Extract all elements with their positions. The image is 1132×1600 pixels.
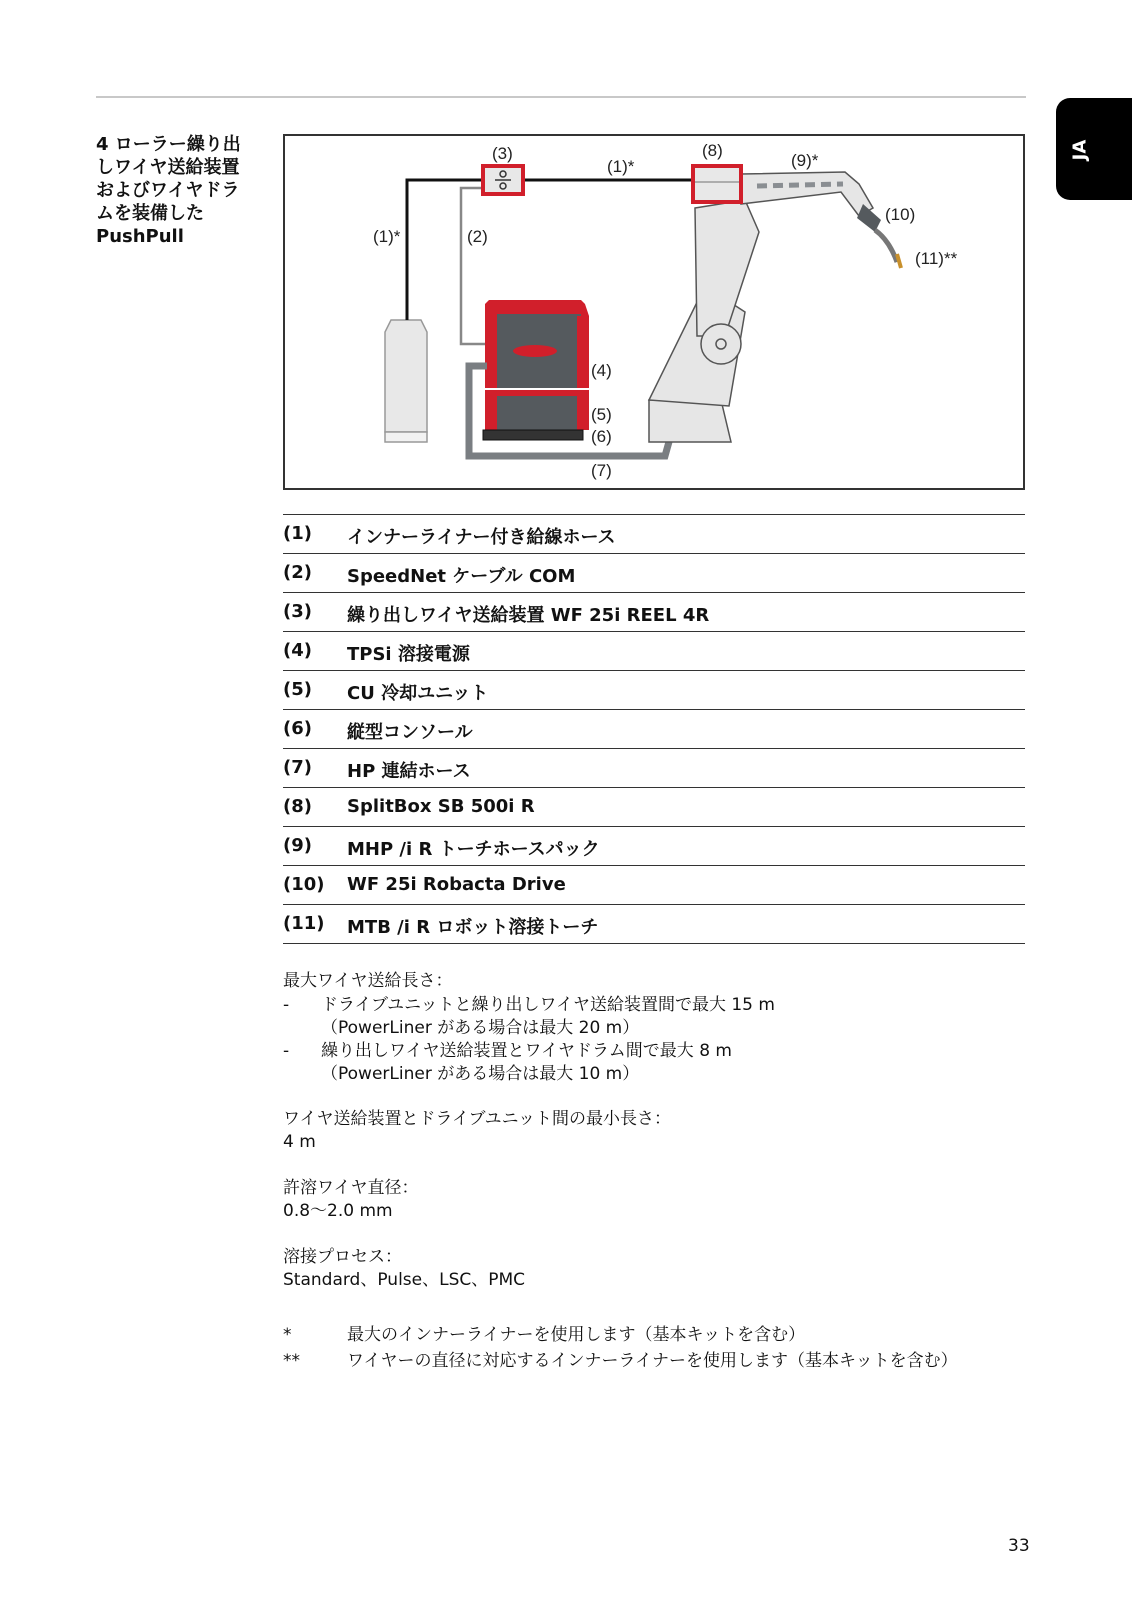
legend-text: TPSi 溶接電源: [347, 644, 470, 665]
diameter-heading: 許溶ワイヤ直径：: [283, 1178, 419, 1198]
legend-text: 繰り出しワイヤ送給装置 WF 25i REEL 4R: [347, 605, 710, 626]
language-tab-label: JA: [1069, 139, 1091, 161]
splitbox: [693, 166, 741, 202]
label-1-top: (1)*: [607, 157, 635, 176]
legend-row: [283, 827, 1025, 866]
legend-row: [283, 749, 1025, 788]
bullet-dash: -: [283, 1041, 290, 1061]
legend-number: (2): [283, 562, 312, 583]
label-2: (2): [467, 227, 488, 246]
legend-row: [283, 593, 1025, 632]
legend-number: (11): [283, 913, 325, 934]
min-length-heading: ワイヤ送給装置とドライブユニット間の最小長さ：: [283, 1109, 671, 1129]
unreeling-wirefeeder: [483, 166, 523, 194]
legend-text: SplitBox SB 500i R: [347, 796, 535, 817]
top-rule: [96, 96, 1026, 98]
legend-text: MHP /i R トーチホースパック: [347, 839, 600, 860]
max-length-heading: 最大ワイヤ送給長さ：: [283, 971, 453, 991]
system-diagram-svg: [285, 136, 1023, 488]
label-4: (4): [591, 361, 612, 380]
legend-number: (4): [283, 640, 312, 661]
bullet-text: ドライブユニットと繰り出しワイヤ送給装置間で最大 15 m （PowerLiner がある場合は最大 20 m）: [321, 995, 775, 1038]
process-heading: 溶接プロセス：: [283, 1247, 402, 1267]
legend-row: [283, 710, 1025, 749]
power-source: [485, 300, 589, 388]
legend-number: (1): [283, 523, 312, 544]
legend-row: [283, 788, 1025, 827]
legend-table: [283, 514, 1025, 944]
legend-text: MTB /i R ロボット溶接トーチ: [347, 917, 599, 938]
legend-row: [283, 866, 1025, 905]
legend-number: (3): [283, 601, 312, 622]
language-tab: [1056, 98, 1132, 200]
legend-number: (10): [283, 874, 325, 895]
label-10: (10): [885, 205, 916, 224]
min-length-value: 4 m: [283, 1132, 316, 1152]
label-7: (7): [591, 461, 612, 480]
legend-number: (6): [283, 718, 312, 739]
robot: [649, 172, 873, 442]
label-5: (5): [591, 405, 612, 424]
page-number: 33: [1008, 1536, 1030, 1556]
legend-number: (5): [283, 679, 312, 700]
label-11: (11)**: [915, 249, 958, 268]
footnote-text: 最大のインナーライナーを使用します（基本キットを含む）: [347, 1325, 806, 1345]
legend-text: CU 冷却ユニット: [347, 683, 489, 704]
wirefeed-hose-left: [407, 180, 483, 320]
label-8: (8): [702, 141, 723, 160]
legend-row: [283, 671, 1025, 710]
label-6: (6): [591, 427, 612, 446]
legend-number: (8): [283, 796, 312, 817]
bullet-dash: -: [283, 995, 290, 1015]
label-1-left: (1)*: [373, 227, 401, 246]
process-value: Standard、Pulse、LSC、PMC: [283, 1270, 526, 1290]
legend-text: SpeedNet ケーブル COM: [347, 566, 576, 587]
system-diagram: [283, 134, 1025, 490]
trolley: [483, 430, 583, 440]
legend-text: インナーライナー付き給線ホース: [347, 527, 616, 548]
legend-row: [283, 632, 1025, 671]
footnote-text: ワイヤーの直径に対応するインナーライナーを使用します（基本キットを含む）: [347, 1351, 958, 1371]
label-3: (3): [492, 144, 513, 163]
legend-row: [283, 905, 1025, 944]
section-title: 4 ローラー繰り出 しワイヤ送給装置 およびワイヤドラ ムを装備した PushPull: [96, 134, 241, 247]
legend-row: [283, 554, 1025, 593]
wire-drum: [385, 320, 427, 442]
legend-text: 縦型コンソール: [347, 722, 473, 743]
cooling-unit: [485, 390, 589, 430]
label-9: (9)*: [791, 151, 819, 170]
legend-text: WF 25i Robacta Drive: [347, 874, 566, 895]
footnote-mark: **: [283, 1351, 300, 1371]
footnote-mark: *: [283, 1325, 292, 1345]
diameter-value: 0.8～2.0 mm: [283, 1201, 393, 1221]
legend-number: (9): [283, 835, 312, 856]
legend-row: [283, 515, 1025, 554]
legend-text: HP 連結ホース: [347, 761, 471, 782]
legend-number: (7): [283, 757, 312, 778]
bullet-text: 繰り出しワイヤ送給装置とワイヤドラム間で最大 8 m （PowerLiner がある場合は最大 10 m）: [321, 1041, 732, 1084]
